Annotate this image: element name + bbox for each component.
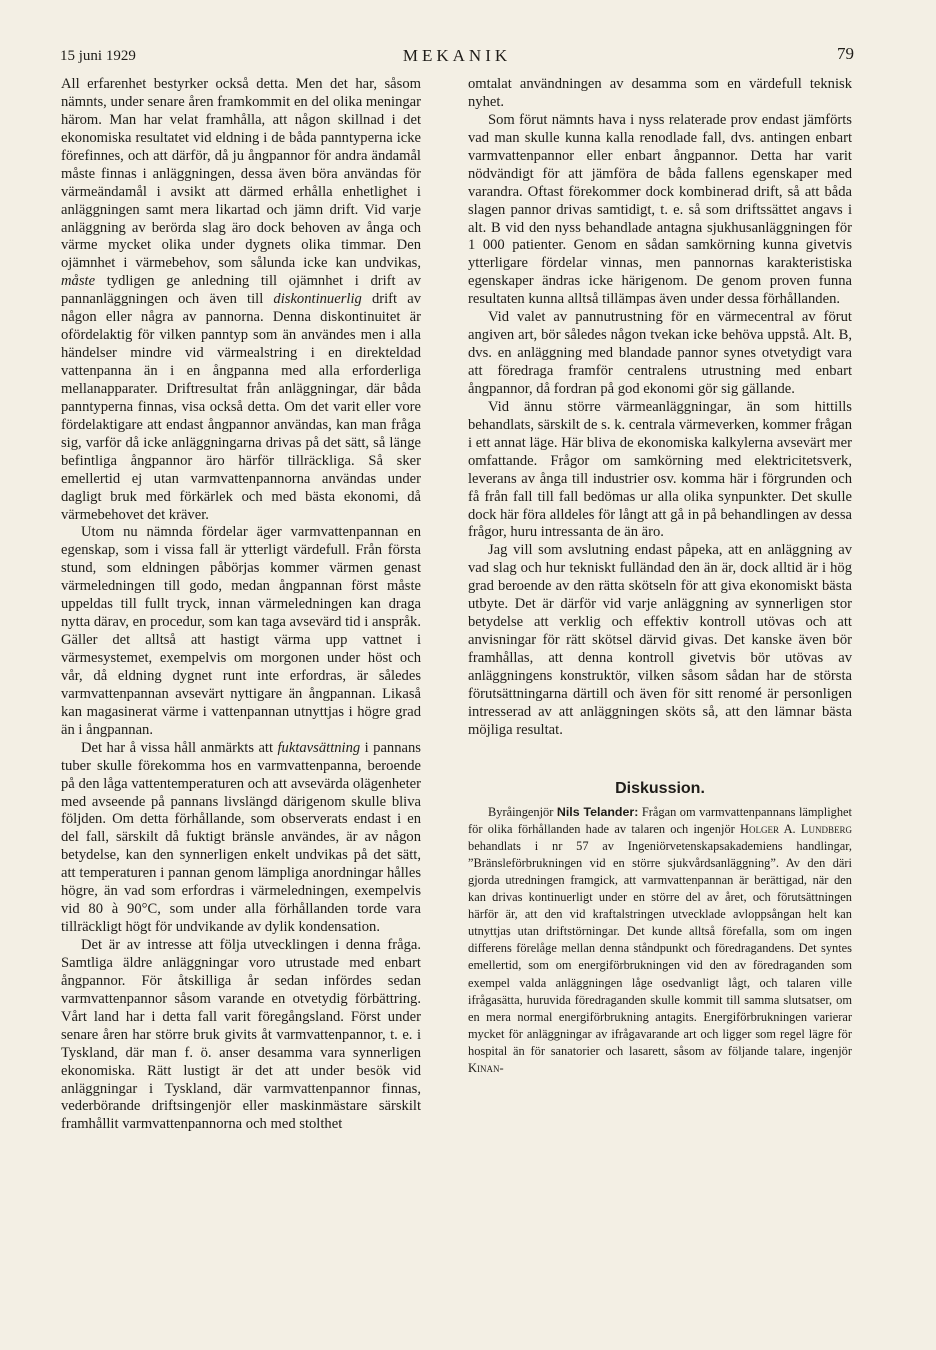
emphasis: måste [61, 273, 96, 290]
person-name: Kinan- [468, 1061, 504, 1076]
paragraph: Vid valet av pannutrustning för en värmecentral av förut angiven art, bör således någon tvekan icke behöva uppstå. Alt. B, dvs. en anläggning med blandade pannor synes otvetydigt vara att föredraga framför centralens utrustning med enbart ångpannor, då fordran på god ekonomi gör sig gällande. [468, 309, 852, 397]
discussion-heading: Diskussion. [615, 779, 705, 797]
paragraph: Byråingenjör Nils Telander: Frågan om varmvattenpannans lämplighet för olika förhållanden hade av talaren och ingenjör Holger A. Lundberg behandlats i nr 57 av Ingeniörvetenskapsakademiens handlingar, ”Bränsleförbrukningen vid en större sjukvårdsanläggning”. Av den däri gjorda utredningen framgick, att varmvattenpannan är berättigad, när den kan drivas kontinuerligt under en större del av året, och förutsättningen härför är, att den vid kraftalstringen utvecklade avloppsångan helt kan utnyttjas utan driftstörningar. Det kunde alltså förefalla, som om ingen differens förelåge mellan denna ståndpunkt och föredragandens. Det syntes emellertid, som om energiförbrukningen vid den av föredraganden som exempel valda anläggningen låge osedvanligt lågt, och talaren ville ifrågasätta, huruvida föredraganden skulle kommit till samma slutsatser, om en mera normal energiförbrukning antagits. Energiförbrukningen varierar mycket för anläggningar av ifrågavarande art och ligger som regel lägre för hospital än för sanatorier och lasarett, såsom av följande talare, ingenjör Kinan- [468, 804, 852, 1076]
paragraph: Jag vill som avslutning endast påpeka, att en anläggning av vad slag och hur tekniskt fulländad den än är, dock alltid är i hög grad beroende av den rätta skötseln för att giva ekonomiskt bästa utbyte. Det är därför vid varje anläggning av synnerligen stor betydelse att verklig och effektiv kontroll utövas och att anvisningar för rätt skötsel därvid givas. Det kanske även bör framhållas, att denna kontroll givetvis bör utövas av anläggningens konstruktör, vilken såsom sådan har de största förutsättningarna därtill och även för sitt renomé är personligen intresserad av att anläggningen sköts så, att den lämnar bästa möjliga resultat. [468, 542, 852, 738]
paragraph: Utom nu nämnda fördelar äger varmvattenpannan en egenskap, som i vissa fall är ytterligt värdefull. Från första stund, som eldningen påbörjas kommer värmen genast värmeledningen till godo, medan ångpannan först måste uppeldas till fullt tryck, innan värmeledningen kan draga nytta därav, en procedur, som kan taga avsevärd tid i anspråk. Gäller det alltså att hastigt värma upp vattnet i värmesystemet, exempelvis om morgonen under höst och vår, då eldning dygnet runt inte erfordras, är således varmvattenpannan avsevärt nyttigare än ångpannan. Likaså kan magasinerat värme i vattenpannan utnyttjas i högre grad än i ångpannan. [61, 524, 421, 738]
discussion-section [468, 804, 852, 1078]
speaker-name: Nils Telander: [556, 804, 639, 819]
paragraph: Som förut nämnts hava i nyss relaterade prov endast jämförts vad man skulle kunna kalla renodlade fall, dvs. antingen enbart varmvattenpannor eller enbart ångpannor. Detta har varit nödvändigt för att jämföra de båda fallens egenskaper med varandra. Oftast förekommer dock kombinerad drift, så att båda slagen pannor drivas samtidigt, t. e. så som driftssättet angavs i alt. B vid den nyss behandlade antagna sjukhusanläggningen för 1 000 patienter. Genom en sådan samkörning kunna givetvis ytterligare fördelar vinnas, men pannornas karakteristiska egenskaper ändras icke härigenom. De genom proven funna resultaten kunna alltså tillämpas även under dessa förhållanden. [468, 111, 852, 308]
issue-date: 15 juni 1929 [60, 48, 136, 64]
person-name: Holger A. Lundberg [740, 821, 852, 836]
right-column [468, 76, 852, 1077]
paragraph: Det har å vissa håll anmärkts att fuktavsättning i pannans tuber skulle förekomma hos en varmvattenpanna, beroende på den låga vattentemperaturen och att avsevärda olägenheter med avseende på pannans livslängd därigenom skulle bliva följden. Om detta förhållande, som observerats endast i en del fall, särskilt då fuktigt bränsle användes, är av någon betydelse, kan den synnerligen enkelt undvikas på det sätt, att temperaturen i pannan genom lämpliga anordningar hålles högre, än vad som erfordras i värmeledningen, exempelvis vid 80 à 90°C, som under alla förhållanden torde vara tillräckligt högt för undvikande av dylik kondensation. [61, 739, 421, 936]
paragraph: Det är av intresse att följa utvecklingen i denna fråga. Samtliga äldre anläggningar voro utrustade med enbart ångpannor. För åtskilliga år sedan infördes sedan varmvattenpannor såsom varande en otvetydig förbättring. Vårt land har i detta fall varit föregångsland. Först under senare åren har större bruk givits åt varmvattenpannor, t. e. i Tyskland, där man f. ö. anser desamma vara synnerligen ekonomiska. Rätt lustigt är det att under besök vid anläggningar i Tyskland, där varmvattenpannor finnas, vederbörande driftsingenjör eller maskinmästare särskilt framhållit varmvattenpannorna och med stolthet [61, 937, 421, 1133]
paragraph: omtalat användningen av desamma som en värdefull teknisk nyhet. [468, 76, 852, 110]
paragraph: All erfarenhet bestyrker också detta. Men det har, såsom nämnts, under senare åren framkommit en del olika meningar härom. Man har velat framhålla, att någon skillnad i det ekonomiska resultatet vid eldning i de båda panntyperna icke förefinnes, och att därför, då ju ångpannor för andra ändamål måste finnas i anläggningen, dessa även böra användas för värmeändamål i avsikt att därmed erhålla enhetlighet i anläggningen samt mera likartad och jämn drift. Vid varje anläggning av berörda slag äro dock behoven av ånga och värme mycket olika under dygnets olika timmar. Den ojämnhet i värmebehov, som sålunda icke kan undvikas, måste tydligen ge anledning till ojämnhet i drift av pannanläggningen och även till diskontinuerlig drift av någon eller några av pannorna. Denna diskontinuitet är ofördelaktig för vilken panntyp som än användes men i alla händelser mindre vid värmealstring i en direkteldad vattenpanna än i en ångpanna med alla erforderliga mellanapparater. Driftresultat från anläggningar, där båda panntyperna finnas, visa också detta. Om det varit eller vore fördelaktigare att endast ångpannor användas, kan man fråga sig, varför då icke anläggningarna drivas på det sätt, så länge befintliga ångpannor äro härför tillräckliga. Så sker emellertid ej utan varmvattenpannorna användas under dagligt bruk med förkärlek och med bästa ekonomi, då värmebehovet det kräver. [61, 76, 421, 523]
emphasis: fuktavsättning [277, 739, 361, 756]
left-column [61, 76, 421, 1134]
journal-title: MEKANIK [402, 46, 512, 65]
emphasis: diskontinuerlig [273, 291, 362, 308]
paragraph: Vid ännu större värmeanläggningar, än som hittills behandlats, särskilt de s. k. centrala värmeverken, kommer frågan i ett annat läge. Här bliva de ekonomiska kalkylerna avsevärt mer omfattande. Frågor om samkörning med elektricitetsverk, leverans av ånga till industrier osv. komma här i förgrunden och få från fall till fall bedömas ur alla olika synpunkter. Det skulle dock här föra alldeles för långt att gå in på behandlingen av dessa frågor, huru intressanta de än äro. [468, 398, 852, 541]
running-header [60, 42, 854, 72]
page-number: 79 [837, 44, 854, 63]
